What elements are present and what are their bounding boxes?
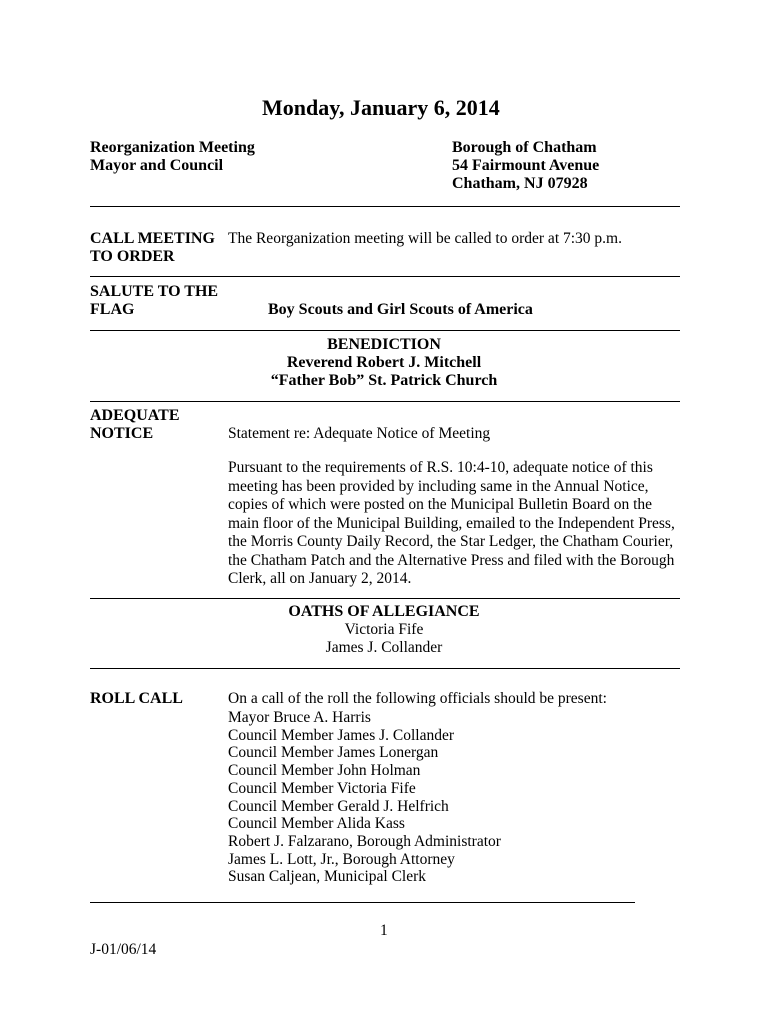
- divider: [90, 902, 635, 903]
- call-to-order-text: The Reorganization meeting will be called to order at 7:30 p.m.: [228, 230, 622, 247]
- divider: [90, 330, 680, 331]
- adequate-notice-label-2: NOTICE: [90, 425, 154, 442]
- page-number: 1: [380, 922, 388, 939]
- borough-street: 54 Fairmount Avenue: [452, 157, 600, 174]
- borough-name: Borough of Chatham: [452, 139, 597, 156]
- divider: [90, 206, 680, 207]
- official-item: Council Member James Lonergan: [228, 744, 439, 762]
- official-item: James L. Lott, Jr., Borough Attorney: [228, 850, 455, 868]
- borough-city: Chatham, NJ 07928: [452, 175, 588, 192]
- adequate-notice-label: ADEQUATE: [90, 407, 180, 424]
- oath-name: Victoria Fife: [344, 621, 424, 638]
- benediction-heading: BENEDICTION: [327, 336, 441, 353]
- divider: [90, 598, 680, 599]
- benediction-officiant: Reverend Robert J. Mitchell: [286, 354, 482, 371]
- official-item: Council Member James J. Collander: [228, 726, 454, 744]
- roll-call-list: [228, 709, 501, 886]
- oath-name: James J. Collander: [325, 639, 443, 656]
- official-item: Council Member Gerald J. Helfrich: [228, 797, 449, 815]
- page-title: Monday, January 6, 2014: [262, 95, 500, 120]
- official-item: Council Member Alida Kass: [228, 815, 405, 833]
- official-item: Susan Caljean, Municipal Clerk: [228, 868, 427, 886]
- official-item: Council Member Victoria Fife: [228, 779, 416, 797]
- adequate-notice-paragraph: Pursuant to the requirements of R.S. 10:4-10, adequate notice of this meeting has been provided by including same in the Annual Notice, copies of which were posted on the Municipal Bulletin Board on the main floor of the Municipal Building, emailed to the Independent Press, the Morris County Daily Record, the Star Ledger, the Chatham Courier, the Chatham Patch and the Alternative Press and filed with the Borough Clerk, all on January 2, 2014.: [228, 459, 675, 587]
- oaths-heading: OATHS OF ALLEGIANCE: [288, 603, 480, 620]
- divider: [90, 276, 680, 277]
- meeting-body: Mayor and Council: [90, 157, 224, 174]
- footer-code: J-01/06/14: [90, 941, 157, 958]
- salute-text: Boy Scouts and Girl Scouts of America: [268, 301, 533, 318]
- official-item: Council Member John Holman: [228, 762, 421, 780]
- call-to-order-label-2: TO ORDER: [90, 248, 175, 265]
- salute-label: SALUTE TO THE: [90, 283, 219, 300]
- adequate-notice-statement: Statement re: Adequate Notice of Meeting: [228, 425, 491, 442]
- divider: [90, 668, 680, 669]
- salute-label-2: FLAG: [90, 301, 135, 318]
- roll-call-label: ROLL CALL: [90, 690, 183, 707]
- roll-call-intro: On a call of the roll the following officials should be present:: [228, 690, 607, 707]
- meeting-type: Reorganization Meeting: [90, 139, 255, 156]
- divider: [90, 401, 680, 402]
- call-to-order-label: CALL MEETING: [90, 230, 215, 247]
- official-item: Robert J. Falzarano, Borough Administrator: [228, 832, 501, 850]
- benediction-church: “Father Bob” St. Patrick Church: [270, 372, 498, 389]
- official-item: Mayor Bruce A. Harris: [228, 709, 371, 726]
